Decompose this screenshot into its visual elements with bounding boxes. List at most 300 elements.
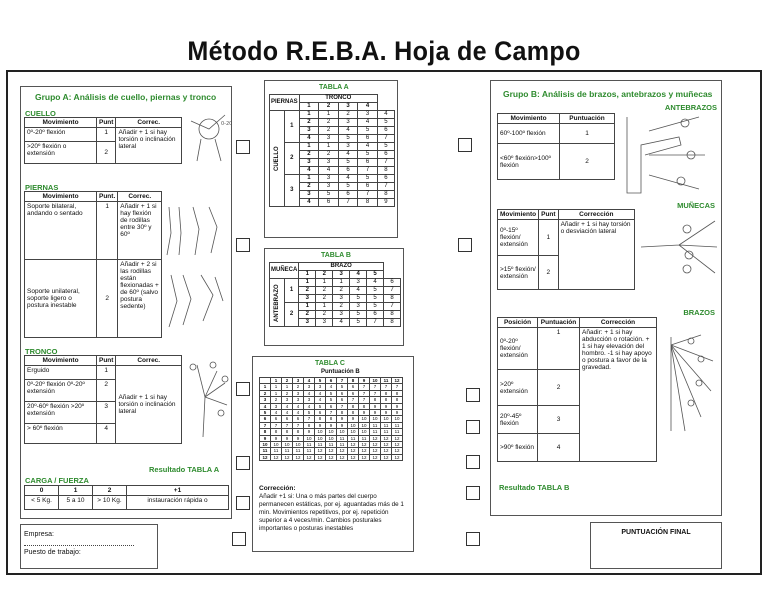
- table-cell: 3: [358, 111, 378, 119]
- table-cell: 4: [304, 390, 315, 396]
- table-cell: 10: [315, 429, 326, 435]
- table-cell: 6: [377, 127, 394, 135]
- table-cell: 10: [348, 422, 359, 428]
- table-cell: 10: [304, 435, 315, 441]
- company-info-box: [20, 524, 158, 569]
- table-cell: 20º-60º flexión >20º extensión: [25, 402, 97, 424]
- table-cell: 11: [293, 448, 304, 454]
- table-cell: 2: [539, 256, 558, 290]
- table-cell: 8: [392, 390, 403, 396]
- col-header: 2: [316, 271, 333, 279]
- table-cell: 5: [358, 127, 378, 135]
- table-cell: 1: [319, 111, 339, 119]
- table-cell: 12: [392, 454, 403, 460]
- col-header: Correc.: [116, 356, 182, 366]
- table-cell: 8: [337, 410, 348, 416]
- table-b-score-box[interactable]: [458, 238, 472, 252]
- antebrazos-label: ANTEBRAZOS: [664, 103, 717, 112]
- table-cell: 9: [370, 410, 381, 416]
- munecas-label: MUÑECAS: [677, 201, 715, 210]
- col-header: 3: [293, 378, 304, 384]
- col-header: Movimiento: [25, 356, 97, 366]
- table-cell: 4: [271, 410, 282, 416]
- table-cell: 10: [293, 442, 304, 448]
- company-field-label: Empresa:: [24, 531, 54, 538]
- table-cell: 2: [319, 119, 339, 127]
- col-header: Puntuación: [538, 318, 580, 328]
- table-cell: 4: [326, 384, 337, 390]
- table-cell: 10: [271, 442, 282, 448]
- final-score-box: [590, 522, 722, 569]
- carga-score-box[interactable]: [236, 496, 250, 510]
- table-cell: 5: [350, 311, 367, 319]
- table-cell: 3: [293, 397, 304, 403]
- table-cell: 5: [358, 151, 378, 159]
- tronco-label: TRONCO: [25, 347, 58, 356]
- col-header: Movimiento: [25, 118, 97, 128]
- table-cell: 9: [359, 410, 370, 416]
- table-cell: 11: [359, 435, 370, 441]
- col-header: 8: [348, 378, 359, 384]
- table-cell: 8: [358, 199, 378, 207]
- table-cell: 10: [359, 422, 370, 428]
- row-header: 2: [260, 390, 271, 396]
- table-cell: 9: [370, 403, 381, 409]
- group-a-title: Grupo A: Análisis de cuello, piernas y tronco: [35, 92, 217, 102]
- muneca-value: 3: [299, 295, 316, 303]
- table-cell: 9: [315, 422, 326, 428]
- table-cell: 8: [384, 295, 401, 303]
- table-cell: 8: [304, 422, 315, 428]
- table-cell: 5: [338, 135, 358, 143]
- table-cell: 4: [538, 434, 580, 462]
- table-cell: 7: [304, 416, 315, 422]
- row-header: 8: [260, 429, 271, 435]
- table-cell: 5: [304, 410, 315, 416]
- col-header: Punt.: [97, 192, 118, 202]
- col-header: 1: [271, 378, 282, 384]
- table-cell: 1: [271, 390, 282, 396]
- table-cell: 12: [348, 442, 359, 448]
- correction-cell: Añadir + 1 si hay torsión o inclinación lateral: [116, 366, 182, 444]
- table-cell: 1: [539, 220, 558, 256]
- trunk-figure-icon: [183, 357, 229, 443]
- table-cell: 11: [381, 429, 392, 435]
- table-cell: 9: [271, 435, 282, 441]
- muneca-value: 2: [299, 287, 316, 295]
- row-header: 6: [260, 416, 271, 422]
- cuello-value: 2: [284, 143, 299, 175]
- table-cell: 10: [359, 416, 370, 422]
- table-cell: 7: [358, 167, 378, 175]
- row-header: 10: [260, 442, 271, 448]
- table-cell: 4: [319, 167, 339, 175]
- col-header: 2: [93, 486, 127, 496]
- table-cell: 11: [304, 442, 315, 448]
- table-cell: 6: [337, 390, 348, 396]
- piernas-header: PIERNAS: [270, 95, 300, 111]
- table-cell: 7: [384, 303, 401, 311]
- piernas-score-box[interactable]: [236, 238, 250, 252]
- muneca-value: 2: [299, 311, 316, 319]
- table-cell: 9: [348, 416, 359, 422]
- table-cell: 2: [333, 287, 350, 295]
- table-cell: 3: [271, 403, 282, 409]
- result-table-b-label: Resultado TABLA B: [499, 483, 570, 492]
- group-a-panel: [20, 86, 232, 519]
- piernas-label: PIERNAS: [25, 183, 59, 192]
- table-cell: 2: [538, 370, 580, 406]
- piernas-value: 4: [299, 167, 319, 175]
- table-cell: 12: [359, 454, 370, 460]
- table-cell: 12: [392, 448, 403, 454]
- table-cell: 11: [348, 435, 359, 441]
- table-cell: 5: [367, 287, 384, 295]
- table-cell: 7: [326, 410, 337, 416]
- cuello-label: CUELLO: [25, 109, 56, 118]
- cuello-value: 3: [284, 175, 299, 207]
- table-cell: 10: [326, 435, 337, 441]
- table-cell: 10: [370, 416, 381, 422]
- table-cell: 9: [293, 435, 304, 441]
- table-cell: 4: [293, 403, 304, 409]
- table-cell: 7: [293, 422, 304, 428]
- table-cell: 5: [367, 303, 384, 311]
- col-header: 5: [367, 271, 384, 279]
- table-cell: 6: [358, 135, 378, 143]
- table-cell: 12: [370, 442, 381, 448]
- table-cell: 12: [304, 454, 315, 460]
- table-cell: 3: [319, 175, 339, 183]
- table-cell: 1: [319, 143, 339, 151]
- table-cell: 5: [338, 183, 358, 191]
- table-cell: 12: [370, 448, 381, 454]
- col-header: 0: [25, 486, 59, 496]
- tronco-table: [24, 355, 182, 444]
- col-header: 2: [319, 103, 339, 111]
- table-cell: 2: [560, 144, 615, 180]
- col-header: Corrección: [558, 210, 634, 220]
- figure-cell: [162, 192, 229, 202]
- table-cell: 6: [338, 167, 358, 175]
- table-cell: 7: [377, 135, 394, 143]
- col-header: +1: [127, 486, 229, 496]
- table-cell: 12: [293, 454, 304, 460]
- table-cell: 6: [348, 384, 359, 390]
- antebrazo-axis-label: ANTEBRAZO: [270, 279, 285, 327]
- table-cell: 12: [381, 442, 392, 448]
- antebrazos-score-box[interactable]: [466, 388, 480, 402]
- col-header: 2: [282, 378, 293, 384]
- munecas-table: [497, 209, 635, 290]
- table-cell: > 60º flexión: [25, 424, 97, 444]
- table-c-correction: Añadir +1 si: Una o más partes del cuerpo permanecen estáticas, por ej. aguantadas más de 1 min. Movimientos repetitivos, por ej. repetición superior a 4 veces/min. Cambios posturales importantes o posturas inestables: [259, 493, 404, 532]
- table-cell: 11: [381, 422, 392, 428]
- table-c-score-box[interactable]: [466, 532, 480, 546]
- table-c-title: TABLA C: [315, 360, 345, 367]
- table-cell: 12: [337, 448, 348, 454]
- table-cell: 5: [350, 295, 367, 303]
- table-cell: 2: [316, 311, 333, 319]
- table-cell: 6: [282, 416, 293, 422]
- table-cell: 1: [97, 202, 118, 260]
- row-header: 5: [260, 410, 271, 416]
- table-cell: 8: [326, 416, 337, 422]
- table-cell: 12: [326, 454, 337, 460]
- table-cell: 1: [333, 279, 350, 287]
- table-cell: 8: [348, 410, 359, 416]
- col-header: Punt: [539, 210, 558, 220]
- table-cell: 5: [337, 384, 348, 390]
- table-cell: 6: [377, 175, 394, 183]
- table-cell: 12: [348, 448, 359, 454]
- row-header: 7: [260, 422, 271, 428]
- table-cell: 12: [381, 454, 392, 460]
- piernas-value: 2: [299, 151, 319, 159]
- table-cell: Erguido: [25, 366, 97, 380]
- table-cell: 1: [316, 279, 333, 287]
- table-cell: 4: [338, 175, 358, 183]
- table-cell: >20º extensión: [498, 370, 538, 406]
- col-header: Punt: [97, 118, 116, 128]
- table-cell: 8: [384, 319, 401, 327]
- muneca-header: MUÑECA: [270, 263, 299, 279]
- table-cell: 20º-45º flexión: [498, 406, 538, 434]
- table-cell: 2: [338, 111, 358, 119]
- table-cell: 10: [326, 429, 337, 435]
- table-cell: 2: [97, 260, 118, 338]
- table-cell: 3: [319, 183, 339, 191]
- table-cell: 5: [377, 119, 394, 127]
- table-cell: 4: [350, 287, 367, 295]
- table-cell: 1: [97, 128, 116, 142]
- table-cell: 12: [271, 454, 282, 460]
- tronco-score-box[interactable]: [236, 382, 250, 396]
- piernas-value: 2: [299, 183, 319, 191]
- piernas-value: 1: [299, 143, 319, 151]
- col-header: 1: [59, 486, 93, 496]
- col-header: 3: [338, 103, 358, 111]
- table-cell: 6: [293, 416, 304, 422]
- table-c-subtitle: Puntuación B: [321, 369, 360, 375]
- table-cell: 4: [333, 319, 350, 327]
- table-row: [270, 111, 395, 119]
- col-header: 5: [315, 378, 326, 384]
- table-cell: 5: [315, 403, 326, 409]
- piernas-value: 1: [299, 111, 319, 119]
- group-b-title: Grupo B: Análisis de brazos, antebrazos y muñecas: [503, 89, 713, 99]
- correction-cell: Añadir + 1 si hay torsión o inclinación lateral: [116, 128, 182, 164]
- table-cell: Soporte bilateral, andando o sentado: [25, 202, 97, 260]
- correction-cell: Añadir: + 1 si hay abducción o rotación. + 1 si hay elevación del hombro. -1 si hay apoyo o postura a favor de la gravedad.: [580, 328, 657, 462]
- table-cell: 8: [370, 397, 381, 403]
- col-header: 12: [392, 378, 403, 384]
- correction-cell: Añadir + 2 si las rodillas están flexionadas + de 60º (salvo postura sedente): [118, 260, 162, 338]
- table-cell: 7: [271, 422, 282, 428]
- table-cell: 4: [315, 390, 326, 396]
- table-cell: 8: [315, 416, 326, 422]
- row-header: 12: [260, 454, 271, 460]
- table-cell: 12: [359, 448, 370, 454]
- table-cell: 8: [392, 397, 403, 403]
- table-cell: 6: [348, 390, 359, 396]
- col-header: Movimiento: [25, 192, 97, 202]
- table-cell: 11: [337, 442, 348, 448]
- col-header: 3: [333, 271, 350, 279]
- table-cell: 6: [326, 403, 337, 409]
- table-cell: 12: [381, 448, 392, 454]
- correction-cell: Añadir + 1 si hay torsión o desviación lateral: [558, 220, 634, 290]
- table-cell: 4: [367, 279, 384, 287]
- table-cell: 7: [384, 287, 401, 295]
- company-field-line: [24, 545, 134, 546]
- table-cell: 3: [350, 303, 367, 311]
- table-cell: 10: [392, 416, 403, 422]
- table-cell: 6: [271, 416, 282, 422]
- col-header: Correc.: [118, 192, 162, 202]
- table-cell: 6: [358, 183, 378, 191]
- table-cell: < 5 Kg.: [25, 496, 59, 510]
- workstation-field-label: Puesto de trabajo:: [24, 549, 81, 556]
- table-cell: 5: [358, 175, 378, 183]
- col-header: Movimiento: [498, 210, 539, 220]
- col-header: Puntuación: [560, 114, 615, 124]
- table-cell: 11: [326, 442, 337, 448]
- piernas-value: 3: [299, 191, 319, 199]
- table-cell: 3: [333, 295, 350, 303]
- table-cell: instauración rápida o: [127, 496, 229, 510]
- col-header: Correc.: [116, 118, 182, 128]
- table-cell: 3: [338, 143, 358, 151]
- col-header: Posición: [498, 318, 538, 328]
- table-cell: 9: [381, 403, 392, 409]
- table-a-score-box[interactable]: [458, 138, 472, 152]
- antebrazos-table: [497, 113, 615, 180]
- table-cell: 9: [337, 416, 348, 422]
- table-cell: 3: [319, 159, 339, 167]
- table-cell: 7: [282, 422, 293, 428]
- table-cell: 2: [319, 151, 339, 159]
- table-cell: 11: [304, 448, 315, 454]
- table-cell: 7: [348, 397, 359, 403]
- table-cell: 11: [337, 435, 348, 441]
- piernas-value: 2: [299, 119, 319, 127]
- brazo-header: BRAZO: [299, 263, 384, 271]
- munecas-score-box[interactable]: [466, 420, 480, 434]
- table-cell: 2: [293, 384, 304, 390]
- table-cell: 3: [538, 406, 580, 434]
- table-b-title: TABLA B: [321, 252, 351, 259]
- table-cell: 5: [319, 191, 339, 199]
- muneca-value: 1: [299, 279, 316, 287]
- table-row: [270, 175, 395, 183]
- brazos-label: BRAZOS: [683, 308, 715, 317]
- col-header: Movimiento: [498, 114, 560, 124]
- table-cell: 8: [359, 403, 370, 409]
- table-cell: 11: [392, 429, 403, 435]
- table-cell: 4: [304, 403, 315, 409]
- table-cell: 9: [304, 429, 315, 435]
- table-cell: 5: [377, 143, 394, 151]
- table-cell: 12: [370, 435, 381, 441]
- table-cell: 5 a 10: [59, 496, 93, 510]
- cuello-score-box[interactable]: [236, 140, 250, 154]
- table-cell: 12: [282, 454, 293, 460]
- brazos-score-box[interactable]: [466, 455, 480, 469]
- table-cell: 2: [316, 295, 333, 303]
- table-cell: 2: [271, 397, 282, 403]
- table-cell: 3: [316, 319, 333, 327]
- table-cell: 2: [333, 303, 350, 311]
- antebrazo-value: 1: [284, 279, 299, 303]
- table-cell: 12: [381, 435, 392, 441]
- page-title: Método R.E.B.A. Hoja de Campo: [187, 36, 581, 66]
- table-cell: >90º flexión: [498, 434, 538, 462]
- row-header: 11: [260, 448, 271, 454]
- table-cell: 1: [538, 328, 580, 370]
- row-header: 4: [260, 403, 271, 409]
- col-header: 10: [370, 378, 381, 384]
- table-cell: 4: [282, 403, 293, 409]
- table-row: [270, 279, 401, 287]
- correction-cell: Añadir + 1 si hay flexión de rodillas entre 30º y 60º: [118, 202, 162, 260]
- table-cell: 4: [338, 151, 358, 159]
- col-header: 4: [358, 103, 378, 111]
- table-cell: 7: [370, 390, 381, 396]
- table-cell: 7: [337, 403, 348, 409]
- table-cell: 7: [359, 390, 370, 396]
- table-cell: 2: [282, 390, 293, 396]
- brazos-table: [497, 317, 657, 462]
- col-header: Punt: [97, 356, 116, 366]
- table-cell: > 10 Kg.: [93, 496, 127, 510]
- table-cell: 4: [358, 119, 378, 127]
- table-cell: 11: [370, 429, 381, 435]
- table-cell: 8: [293, 429, 304, 435]
- table-b-result-box[interactable]: [466, 486, 480, 500]
- table-cell: 7: [359, 384, 370, 390]
- table-cell: 4: [358, 143, 378, 151]
- table-cell: >15º flexión/ extensión: [498, 256, 539, 290]
- table-cell: 5: [326, 390, 337, 396]
- table-cell: 4: [338, 127, 358, 135]
- table-c-grid: [259, 377, 403, 461]
- table-cell: Soporte unilateral, soporte ligero o postura inestable: [25, 260, 97, 338]
- table-cell: 1: [97, 366, 116, 380]
- table-a-panel: [264, 80, 398, 238]
- col-header: 4: [350, 271, 367, 279]
- empresa-score-box[interactable]: [232, 532, 246, 546]
- table-a-result-box[interactable]: [236, 456, 250, 470]
- table-cell: 3: [97, 402, 116, 424]
- table-cell: 12: [315, 448, 326, 454]
- piernas-value: 3: [299, 159, 319, 167]
- table-cell: 8: [377, 191, 394, 199]
- table-cell: >20º flexión o extensión: [25, 142, 97, 164]
- table-cell: 3: [333, 311, 350, 319]
- table-cell: 4: [293, 410, 304, 416]
- table-cell: 12: [370, 454, 381, 460]
- table-a-title: TABLA A: [319, 84, 349, 91]
- table-cell: 3: [319, 135, 339, 143]
- table-row: [270, 303, 401, 311]
- table-cell: 10: [381, 416, 392, 422]
- col-header: 4: [304, 378, 315, 384]
- table-cell: 8: [348, 403, 359, 409]
- table-cell: 9: [381, 410, 392, 416]
- table-cell: 3: [293, 390, 304, 396]
- table-cell: 6: [358, 159, 378, 167]
